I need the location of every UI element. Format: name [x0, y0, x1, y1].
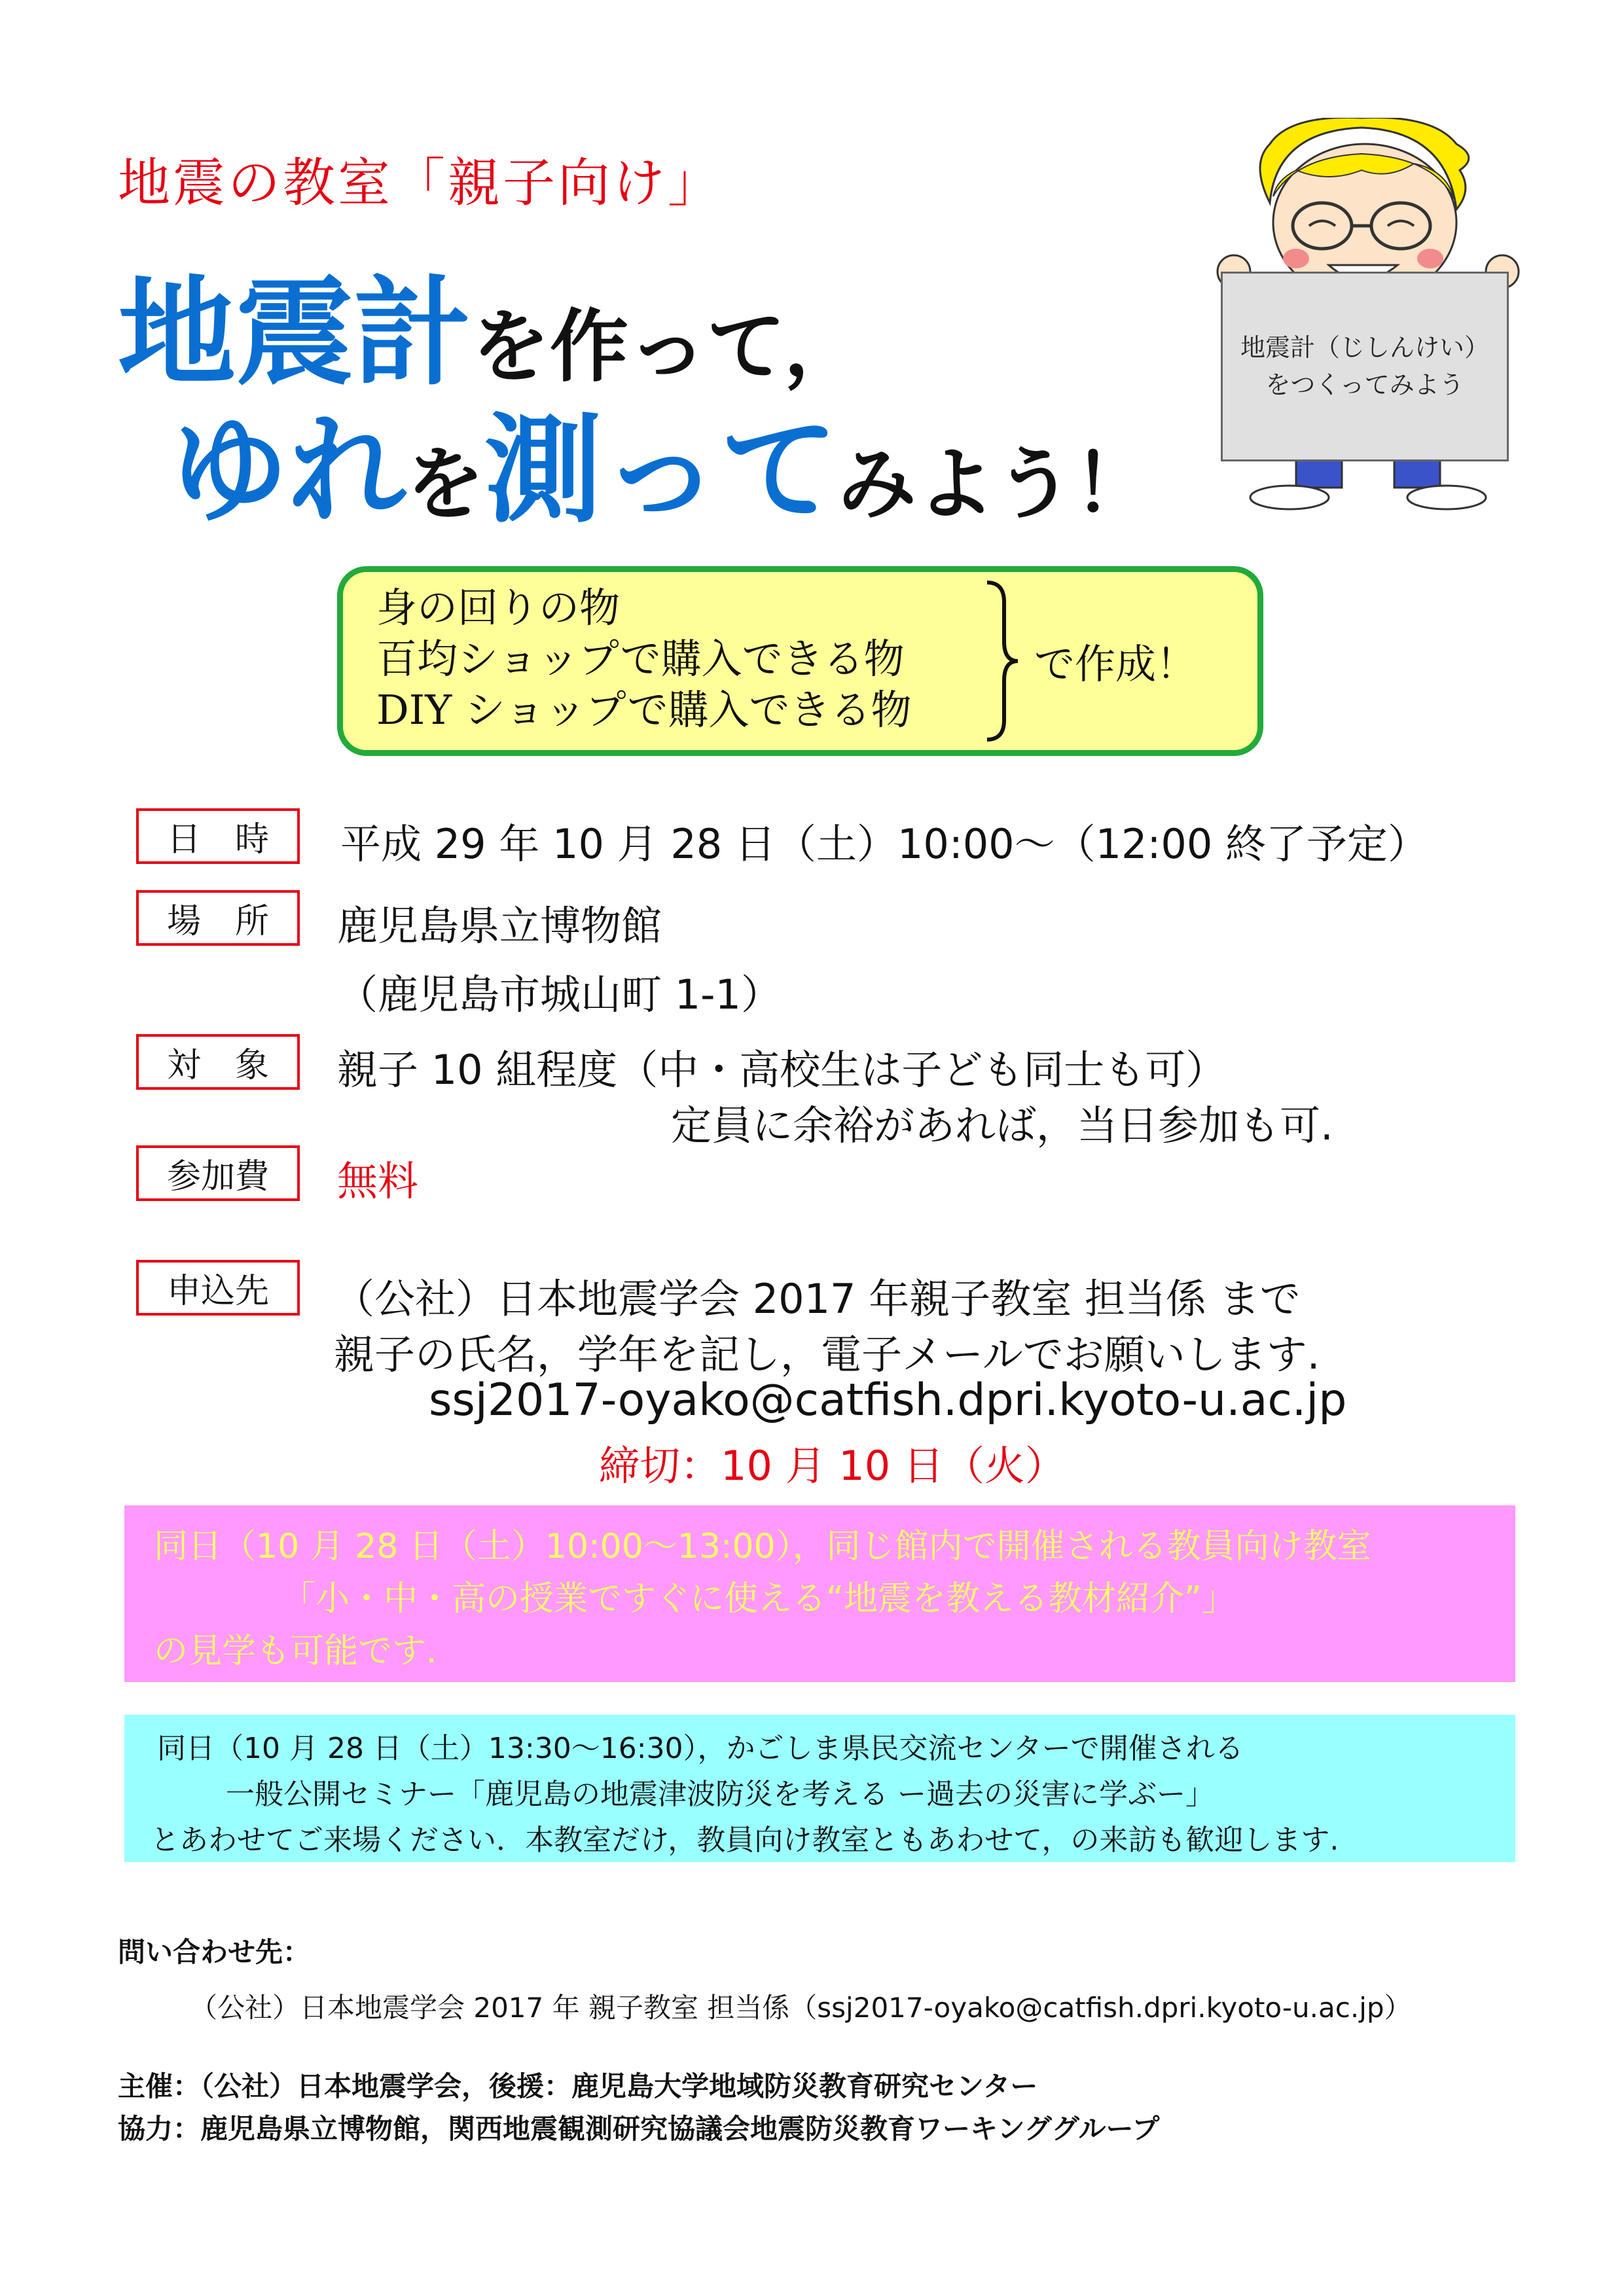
value-apply-email[interactable]: ssj2017-oyako@catfish.dpri.kyoto-u.ac.jp [429, 1374, 1347, 1426]
headline-line-1 [118, 265, 863, 402]
right-brace-icon [982, 579, 1021, 743]
cyan-line-2: 一般公開セミナー「鹿児島の地震津波防災を考える ー過去の災害に学ぶー」 [226, 1778, 1214, 1811]
cooperation: 協力：鹿児島県立博物館，関西地震観測研究協議会地震防災教育ワーキンググループ [118, 2113, 1160, 2145]
value-apply-line-2: 親子の氏名，学年を記し，電子メールでお願いします. [334, 1331, 1320, 1378]
headline-segment: を [406, 439, 485, 530]
inquiry-label: 問い合わせ先： [118, 1936, 311, 1968]
label-target: 対 象 [136, 1034, 300, 1090]
value-place-address: （鹿児島市城山町 1-1） [337, 971, 782, 1018]
value-target-note: 定員に余裕があれば，当日参加も可. [671, 1102, 1333, 1149]
label-fee: 参加費 [136, 1145, 300, 1201]
sign-line-1: 地震計（じしんけい） [1240, 333, 1489, 362]
label-place: 場 所 [136, 890, 300, 946]
mascot-sign [1221, 272, 1509, 461]
pink-line-3: の見学も可能です. [154, 1632, 437, 1671]
headline-segment: ゆれ [170, 403, 406, 539]
inquiry-value: （公社）日本地震学会 2017 年 親子教室 担当係（ssj2017-oyako@catfish.dpri.kyoto-u.ac.jp） [190, 1992, 1412, 2024]
label-apply: 申込先 [136, 1260, 300, 1316]
headline-segment: 地震計 [118, 265, 472, 402]
value-target: 親子 10 組程度（中・高校生は子ども同士も可） [337, 1046, 1227, 1094]
headline-segment: を作って， [471, 302, 863, 393]
pink-line-1: 同日（10 月 28 日（土）10:00～13:00），同じ館内で開催される教員向け教室 [154, 1527, 1371, 1566]
material-item: DIY ショップで購入できる物 [376, 686, 912, 734]
headline-line-2 [170, 403, 1153, 539]
materials-suffix: で作成！ [1034, 640, 1197, 688]
headline-segment: みよう！ [838, 439, 1153, 530]
material-item: 百均ショップで購入できる物 [376, 635, 905, 683]
label-datetime: 日 時 [136, 808, 300, 864]
organizer: 主催：（公社）日本地震学会，後援：鹿児島大学地域防災教育研究センター [118, 2070, 1038, 2102]
value-place: 鹿児島県立博物館 [337, 902, 662, 950]
sign-line-2: をつくってみよう [1265, 370, 1464, 399]
value-datetime: 平成 29 年 10 月 28 日（土）10:00～（12:00 終了予定） [340, 820, 1428, 868]
headline-segment: 測って [484, 403, 839, 539]
cyan-line-1: 同日（10 月 28 日（土）13:30～16:30），かごしま県民交流センターで開催される [157, 1732, 1244, 1765]
value-fee: 無料 [337, 1157, 419, 1205]
material-item: 身の回りの物 [376, 584, 621, 632]
cyan-line-3: とあわせてご来場ください．本教室だけ，教員向け教室ともあわせて，の来訪も歓迎します. [151, 1823, 1339, 1857]
value-apply-line-1: （公社）日本地震学会 2017 年親子教室 担当係 まで [334, 1275, 1301, 1323]
value-deadline: 締切：10 月 10 日（火） [599, 1442, 1066, 1490]
event-subtitle: 地震の教室「親子向け」 [118, 152, 723, 213]
materials-list [376, 583, 911, 736]
pink-line-2: 「小・中・高の授業ですぐに使える“地震を教える教材紹介”」 [281, 1579, 1236, 1619]
